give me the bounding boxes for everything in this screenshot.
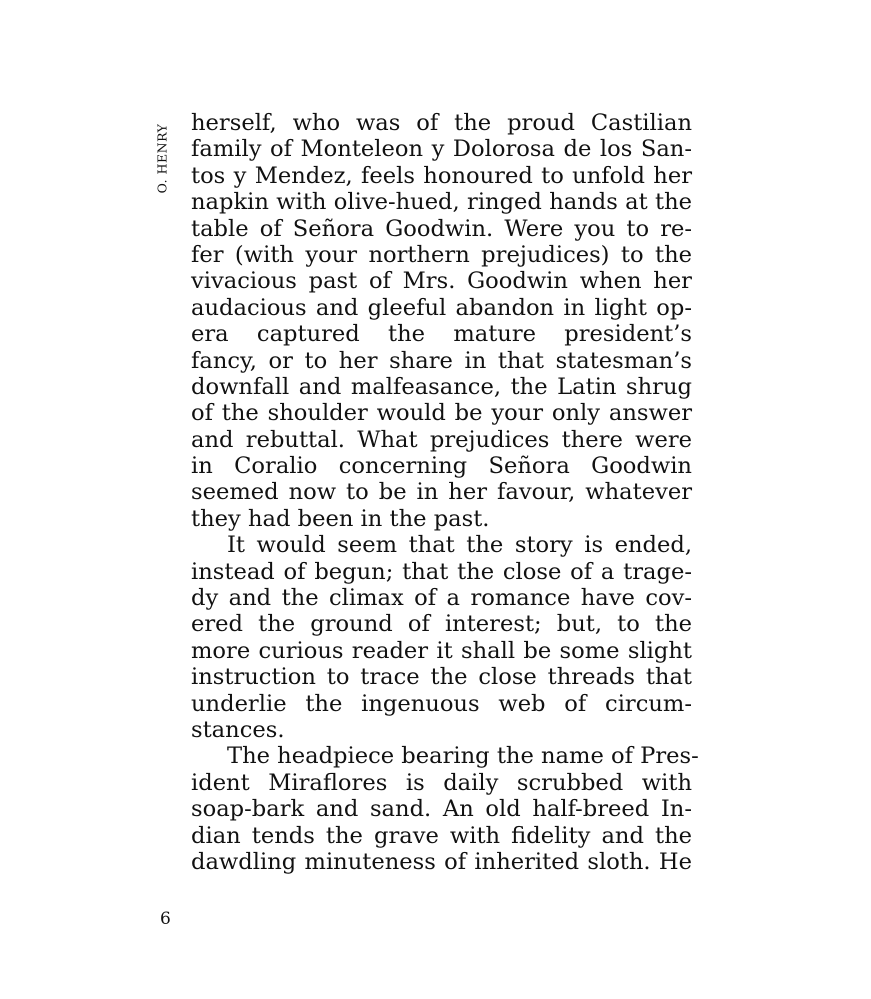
text-line: soap-bark and sand. An old half-breed In- — [191, 796, 692, 823]
text-line: family of Monteleon y Dolorosa de los San- — [191, 136, 692, 163]
text-line: tos y Mendez, feels honoured to unfold her — [191, 162, 692, 189]
text-line: dawdling minuteness of inherited sloth. He — [191, 848, 692, 875]
text-line: ident Miraflores is daily scrubbed with — [191, 769, 692, 796]
text-line: more curious reader it shall be some slight — [191, 637, 692, 664]
text-line: of the shoulder would be your only answer — [191, 400, 692, 427]
text-line: seemed now to be in her favour, whatever — [191, 479, 692, 506]
text-line: ered the ground of interest; but, to the — [191, 611, 692, 638]
text-line: fer (with your northern prejudices) to the — [191, 241, 692, 268]
text-line: fancy, or to her share in that statesman’s — [191, 347, 692, 374]
text-line: they had been in the past. — [191, 505, 490, 532]
text-line: underlie the ingenuous web of circum- — [191, 690, 692, 717]
text-line: downfall and malfeasance, the Latin shrug — [191, 373, 692, 400]
text-line: stances. — [191, 716, 285, 743]
text-line: napkin with olive-hued, ringed hands at the — [191, 189, 692, 216]
paragraph-3 — [191, 743, 699, 875]
body-text — [191, 110, 699, 875]
text-line: and rebuttal. What prejudices there were — [191, 426, 692, 453]
text-line: in Coralio concerning Señora Goodwin — [191, 453, 692, 480]
page-number: 6 — [160, 909, 171, 929]
text-line: The headpiece bearing the name of Pres- — [227, 743, 699, 770]
text-line: It would seem that the story is ended, — [227, 532, 692, 559]
text-line: dian tends the grave with fidelity and the — [191, 822, 692, 849]
text-line: herself, who was of the proud Castilian — [191, 110, 692, 136]
paragraph-2 — [191, 532, 692, 743]
text-line: instruction to trace the close threads that — [191, 664, 692, 691]
running-head-author: O. HENRY — [154, 123, 170, 193]
text-line: vivacious past of Mrs. Goodwin when her — [191, 268, 692, 295]
paragraph-1 — [191, 110, 692, 532]
text-line: era captured the mature president’s — [191, 321, 692, 348]
running-head — [152, 112, 172, 204]
text-line: table of Señora Goodwin. Were you to re- — [191, 215, 692, 242]
text-line: audacious and gleeful abandon in light op- — [191, 294, 692, 321]
text-line: instead of begun; that the close of a trage- — [191, 558, 692, 585]
text-line: dy and the climax of a romance have cov- — [191, 585, 692, 612]
